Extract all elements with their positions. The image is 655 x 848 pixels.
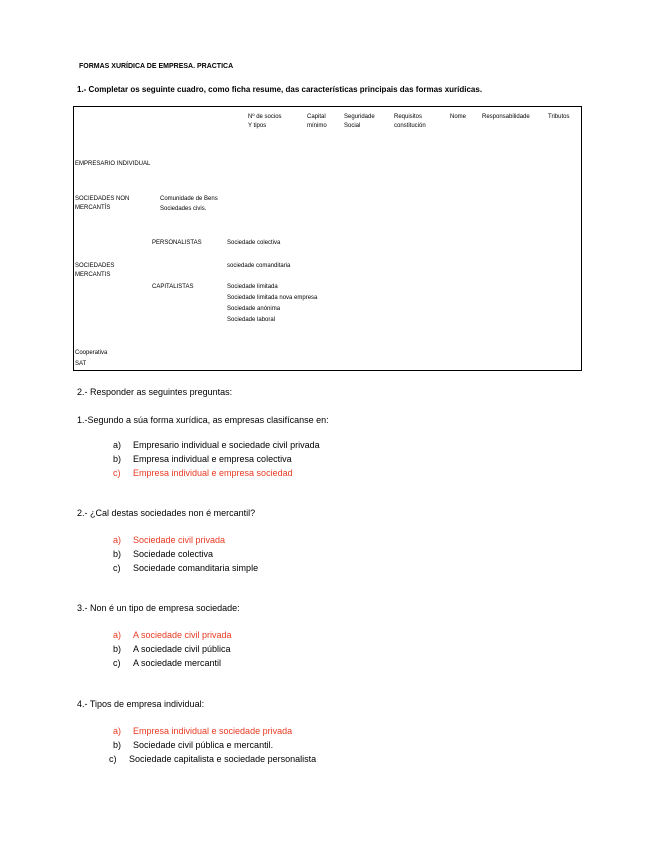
option-b [113, 452, 320, 466]
option-label: c) [113, 658, 121, 668]
option-c [113, 656, 232, 670]
option-text: Sociedade civil privada [133, 535, 226, 545]
question-3: 3.- Non é un tipo de empresa sociedade: [77, 603, 240, 613]
header-socios: Nº de socios Y tipos [248, 114, 282, 129]
question-4: 4.- Tipos de empresa individual: [77, 699, 205, 709]
option-text: Sociedade capitalista e sociedade personalista [129, 754, 317, 764]
option-text: A sociedade civil pública [133, 644, 231, 654]
option-b [113, 547, 258, 561]
capitalistas: CAPITALISTAS [152, 284, 194, 290]
option-text: Sociedade comanditaria simple [133, 563, 259, 573]
header-capital: Capital mínimo [307, 114, 327, 129]
option-text: A sociedade civil privada [133, 630, 232, 640]
question-2-options [113, 533, 258, 575]
capitalista-item: Sociedade anónima [227, 306, 281, 312]
personalistas: PERSONALISTAS [152, 240, 202, 246]
option-a [113, 438, 320, 452]
option-b [113, 738, 316, 752]
option-label: c) [113, 563, 121, 573]
option-label: c) [109, 754, 117, 764]
option-label: b) [113, 644, 122, 654]
document-title: FORMAS XURÍDICA DE EMPRESA. PRACTICA [79, 63, 234, 70]
instruction-1: 1.- Completar os seguinte cuadro, como ficha resume, das características principais das formas xurídicas. [77, 85, 483, 94]
option-a-correct [113, 724, 316, 738]
section-2-heading: 2.- Responder as seguintes preguntas: [77, 387, 233, 397]
row-sociedades-mercantis: SOCIEDADES MERCANTIS [75, 263, 115, 278]
question-4-options [109, 724, 317, 766]
question-3-options [113, 628, 232, 670]
option-label: c) [113, 468, 121, 478]
capitalista-item: Sociedade laboral [227, 317, 276, 323]
question-2: 2.- ¿Cal destas sociedades non é mercantil? [77, 508, 256, 518]
option-text: Empresa individual e empresa colectiva [133, 454, 292, 464]
header-responsabilidade: Responsabilidade [482, 114, 530, 120]
option-text: Sociedade civil pública e mercantil. [133, 740, 274, 750]
sociedade-comanditaria: sociedade comanditaria [227, 263, 291, 269]
header-seguridade: Seguridade Social [344, 114, 375, 129]
option-label: a) [113, 630, 122, 640]
option-label: b) [113, 549, 122, 559]
option-c [109, 752, 316, 766]
option-b [113, 642, 232, 656]
option-c-correct [113, 466, 320, 480]
header-tributos: Tributos [548, 114, 570, 120]
option-label: a) [113, 726, 122, 736]
header-requisitos: Requisitos constitución [394, 114, 426, 129]
option-text: A sociedade mercantil [133, 658, 222, 668]
header-nome: Nome [450, 114, 467, 120]
summary-table [73, 106, 582, 371]
option-label: b) [113, 454, 122, 464]
option-text: Empresario individual e sociedade civil privada [133, 440, 320, 450]
option-text: Empresa individual e empresa sociedad [133, 468, 293, 478]
sociedades-civis: Sociedades civis. [160, 206, 207, 212]
row-sociedades-non-mercantis: SOCIEDADES NON MERCANTÍS [75, 196, 130, 211]
question-1-options [113, 438, 320, 480]
row-empresario-individual: EMPRESARIO INDIVIDUAL [75, 161, 151, 167]
sociedade-colectiva: Sociedade colectiva [227, 240, 281, 246]
option-label: a) [113, 535, 122, 545]
option-a-correct [113, 533, 258, 547]
option-text: Sociedade colectiva [133, 549, 214, 559]
capitalista-item: Sociedade limitada [227, 284, 278, 290]
option-label: a) [113, 440, 122, 450]
option-a-correct [113, 628, 232, 642]
comunidade-bens: Comunidade de Bens [160, 196, 218, 202]
option-label: b) [113, 740, 122, 750]
row-sat: SAT [75, 361, 87, 367]
row-cooperativa: Cooperativa [75, 350, 108, 356]
capitalista-item: Sociedade limitada nova empresa [227, 295, 318, 301]
question-1: 1.-Segundo a súa forma xurídica, as empresas clasifícanse en: [77, 415, 329, 425]
option-text: Empresa individual e sociedade privada [133, 726, 293, 736]
option-c [113, 561, 258, 575]
